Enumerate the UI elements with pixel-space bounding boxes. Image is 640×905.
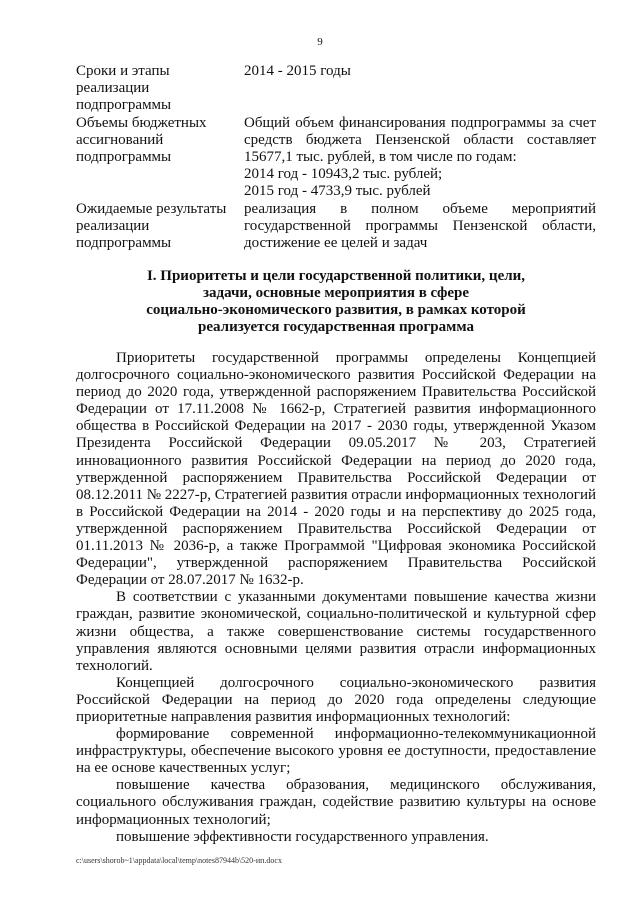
section-title-line: реализуется государственная программа — [198, 319, 474, 335]
section-title-line: задачи, основные мероприятия в сфере — [202, 285, 470, 301]
paragraph-concept: Концепцией долгосрочного социально-экономического развития Российской Федерации на период до 2020 года определены следующие приоритетные направления развития информационных технологий: — [76, 674, 596, 725]
section-title — [76, 268, 596, 336]
section-title-line: социально-экономического развития, в рамках которой — [146, 302, 526, 318]
body-text — [76, 350, 596, 846]
value-line: Общий объем финансирования подпрограммы за счет средств бюджета Пензенской области составляет 15677,1 тыс. рублей, в том числе по годам: — [244, 115, 596, 165]
value-line: реализация в полном объеме мероприятий государственной программы Пензенской области, достижение ее целей и задач — [244, 201, 596, 251]
section-title-line: I. Приоритеты и цели государственной политики, цели, — [146, 268, 526, 284]
passport-label — [76, 115, 244, 200]
value-line: 2015 год - 4733,9 тыс. рублей — [244, 183, 431, 199]
paragraph-priorities: Приоритеты государственной программы определены Концепцией долгосрочного социально-экономического развития Российской Федерации на период до 2020 года, утвержденной распоряжением Правительства Российской Федерации от 17.11.2008 № 1662-р, Стратегией развития информационного общества в Российской Федерации на 2017 - 2030 годы, утвержденной Указом Президента Российской Федерации 09.05.2017 № 203, Стратегией инновационного развития Российской Федерации на период до 2020 года, утвержденной распоряжением Правительства Российской Федерации от 08.12.2011 № 2227-р, Стратегией развития отрасли информационных технологий в Российской Федерации на 2014 - 2020 годы и на перспективу до 2025 года, утвержденной распоряжением Правительства Российской Федерации от 01.11.2013 № 2036-р, а также Программой "Цифровая экономика Российской Федерации", утвержденной распоряжением Правительства Российской Федерации от 28.07.2017 № 1632-р. — [76, 350, 597, 589]
value-line: 2014 год - 10943,2 тыс. рублей; — [244, 166, 443, 182]
paragraph-list-item: формирование современной информационно-телекоммуникационной инфраструктуры, обеспечение высокого уровня ее доступности, предоставление на ее основе качественных услуг; — [76, 726, 596, 777]
paragraph-list-item: повышение качества образования, медицинского обслуживания, социального обслуживания граждан, содействие развитию культуры на основе информационных технологий; — [76, 777, 596, 828]
passport-table — [76, 63, 596, 253]
label-line: подпрограммы — [76, 97, 172, 113]
label-line: ассигнований — [76, 132, 164, 148]
label-line: подпрограммы — [76, 235, 172, 251]
passport-value — [244, 115, 596, 200]
value-line: 2014 - 2015 годы — [244, 63, 351, 79]
passport-label — [76, 63, 244, 114]
passport-value — [244, 63, 596, 114]
passport-row-results — [76, 201, 596, 252]
passport-label — [76, 201, 244, 252]
label-line: Сроки и этапы — [76, 63, 170, 79]
label-line: реализации — [76, 218, 150, 234]
passport-row-budget — [76, 115, 596, 200]
label-line: Ожидаемые результаты — [76, 201, 227, 217]
passport-value — [244, 201, 596, 252]
paragraph-goals: В соответствии с указанными документами повышение качества жизни граждан, развитие экономической, социально-политической и культурной сфер жизни общества, а также совершенствование системы государственного управления являются основными целями развития отрасли информационных технологий. — [76, 589, 596, 674]
page-number: 9 — [317, 36, 323, 48]
paragraph-list-item: повышение эффективности государственного управления. — [116, 828, 489, 845]
label-line: Объемы бюджетных — [76, 115, 207, 131]
label-line: реализации — [76, 80, 150, 96]
passport-row-terms — [76, 63, 596, 114]
label-line: подпрограммы — [76, 149, 172, 165]
footer-file-path: c:\users\shorob~1\appdata\local\temp\notes87944b\520-ип.docx — [76, 856, 282, 865]
